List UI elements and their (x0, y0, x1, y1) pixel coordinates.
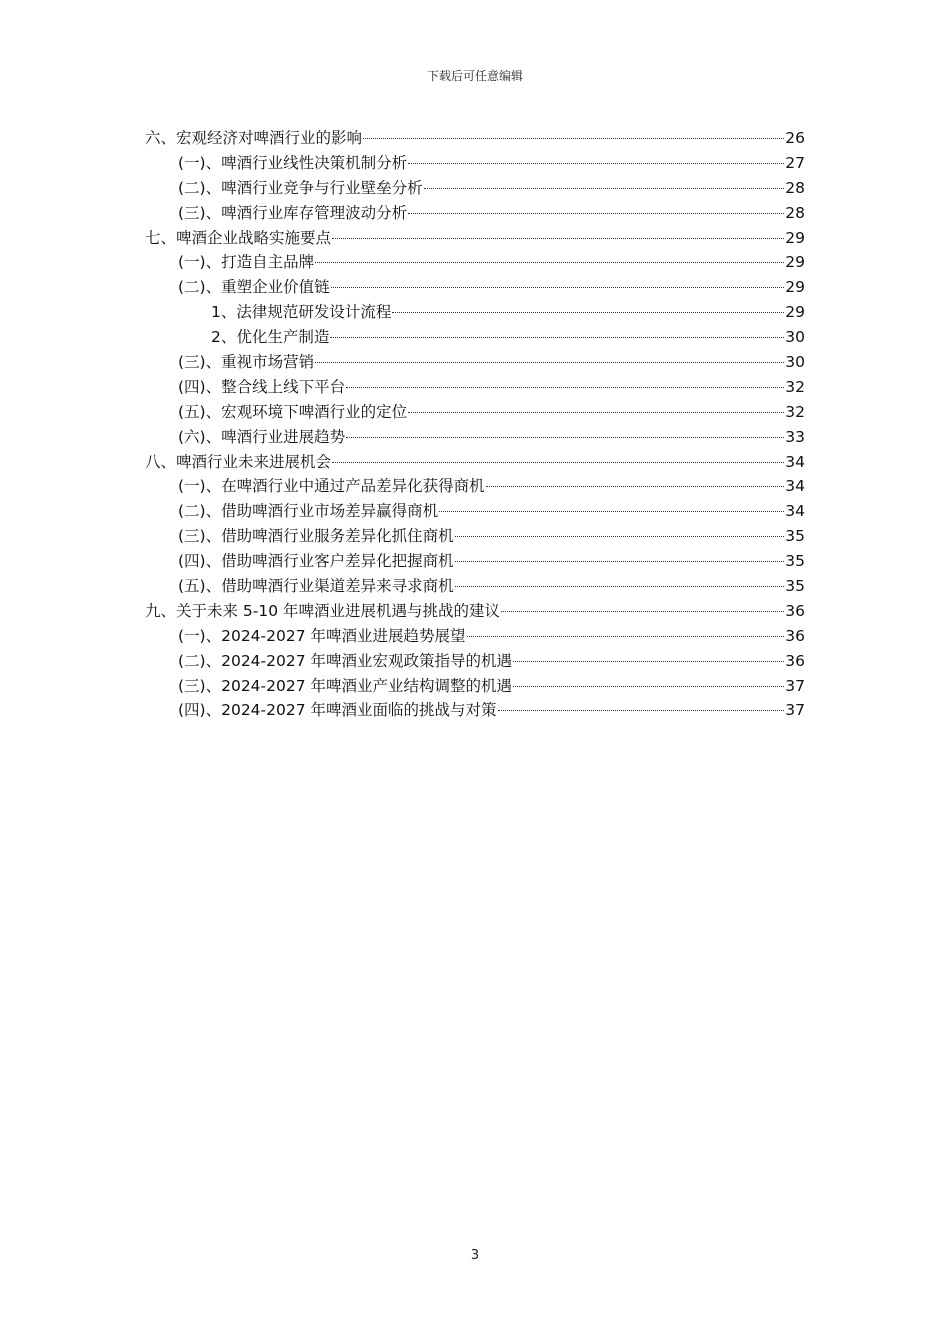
toc-entry[interactable] (145, 649, 805, 674)
toc-entry[interactable] (145, 275, 805, 300)
toc-entry-page: 36 (785, 626, 805, 645)
toc-entry-title: (三)、重视市场营销 (178, 353, 315, 372)
toc-entry-page: 37 (785, 676, 805, 695)
toc-entry-page: 30 (785, 353, 805, 372)
toc-dot-leader (332, 462, 784, 463)
toc-dot-leader (315, 262, 784, 263)
toc-entry-title: (四)、整合线上线下平台 (178, 377, 346, 396)
toc-dot-leader (513, 661, 784, 662)
toc-entry-page: 36 (785, 601, 805, 620)
toc-entry[interactable] (145, 226, 805, 251)
toc-entry[interactable] (145, 176, 805, 201)
toc-entry-page: 35 (785, 552, 805, 571)
toc-dot-leader (346, 387, 784, 388)
toc-entry[interactable] (145, 126, 805, 151)
toc-dot-leader (363, 138, 784, 139)
toc-entry-page: 37 (785, 701, 805, 720)
toc-entry-page: 33 (785, 427, 805, 446)
toc-dot-leader (346, 437, 784, 438)
toc-entry-page: 34 (785, 452, 805, 471)
toc-dot-leader (455, 561, 785, 562)
toc-entry-title: (五)、宏观环境下啤酒行业的定位 (178, 402, 408, 421)
toc-dot-leader (501, 611, 784, 612)
toc-dot-leader (455, 536, 785, 537)
toc-entry-title: (一)、在啤酒行业中通过产品差异化获得商机 (178, 477, 485, 496)
toc-entry-title: (二)、啤酒行业竞争与行业壁垒分析 (178, 178, 423, 197)
toc-entry[interactable] (145, 151, 805, 176)
toc-entry-page: 30 (785, 328, 805, 347)
toc-dot-leader (408, 163, 784, 164)
toc-entry-title: (三)、啤酒行业库存管理波动分析 (178, 203, 408, 222)
toc-entry-title: 七、啤酒企业战略实施要点 (145, 228, 332, 247)
toc-dot-leader (455, 586, 785, 587)
toc-entry-page: 32 (785, 402, 805, 421)
toc-entry[interactable] (145, 674, 805, 699)
page-number: 3 (470, 1248, 480, 1263)
toc-entry-page: 35 (785, 527, 805, 546)
table-of-contents (145, 126, 805, 723)
toc-entry[interactable] (145, 325, 805, 350)
toc-entry[interactable] (145, 201, 805, 226)
toc-dot-leader (467, 636, 785, 637)
toc-entry-title: (二)、2024-2027 年啤酒业宏观政策指导的机遇 (178, 651, 513, 670)
toc-dot-leader (513, 686, 784, 687)
toc-entry-page: 29 (785, 278, 805, 297)
toc-entry[interactable] (145, 698, 805, 723)
toc-entry[interactable] (145, 499, 805, 524)
toc-dot-leader (392, 312, 784, 313)
toc-entry-page: 29 (785, 253, 805, 272)
toc-entry[interactable] (145, 524, 805, 549)
toc-entry-title: 六、宏观经济对啤酒行业的影响 (145, 129, 363, 147)
toc-entry-title: (一)、打造自主品牌 (178, 253, 315, 272)
toc-entry-page: 28 (785, 178, 805, 197)
toc-entry-title: (五)、借助啤酒行业渠道差异来寻求商机 (178, 577, 454, 596)
toc-entry-title: 九、关于未来 5-10 年啤酒业进展机遇与挑战的建议 (145, 601, 501, 620)
toc-entry-title: (三)、2024-2027 年啤酒业产业结构调整的机遇 (178, 676, 513, 695)
toc-entry[interactable] (145, 549, 805, 574)
toc-entry-page: 32 (785, 377, 805, 396)
toc-entry-page: 36 (785, 651, 805, 670)
toc-dot-leader (408, 412, 784, 413)
toc-entry-title: (一)、啤酒行业线性决策机制分析 (178, 153, 408, 172)
toc-entry[interactable] (145, 375, 805, 400)
toc-dot-leader (331, 287, 785, 288)
toc-entry-title: 八、啤酒行业未来进展机会 (145, 452, 332, 471)
toc-entry-page: 35 (785, 577, 805, 596)
toc-entry-title: 2、优化生产制造 (211, 328, 330, 347)
toc-dot-leader (498, 710, 785, 711)
toc-entry[interactable] (145, 250, 805, 275)
toc-entry-page: 26 (785, 129, 805, 147)
toc-entry[interactable] (145, 300, 805, 325)
toc-entry[interactable] (145, 400, 805, 425)
toc-entry-title: (六)、啤酒行业进展趋势 (178, 427, 346, 446)
toc-entry-title: (一)、2024-2027 年啤酒业进展趋势展望 (178, 626, 466, 645)
toc-entry-page: 34 (785, 477, 805, 496)
page-header: 下载后可任意编辑 (426, 69, 523, 83)
toc-dot-leader (330, 337, 784, 338)
toc-entry-page: 27 (785, 153, 805, 172)
toc-entry[interactable] (145, 425, 805, 450)
toc-entry-title: (四)、借助啤酒行业客户差异化把握商机 (178, 552, 454, 571)
toc-dot-leader (332, 238, 784, 239)
toc-entry-title: (二)、重塑企业价值链 (178, 278, 330, 297)
toc-entry-page: 29 (785, 228, 805, 247)
toc-entry[interactable] (145, 474, 805, 499)
toc-dot-leader (424, 188, 785, 189)
toc-entry-title: (三)、借助啤酒行业服务差异化抓住商机 (178, 527, 454, 546)
toc-entry-title: 1、法律规范研发设计流程 (211, 303, 392, 322)
toc-entry-page: 28 (785, 203, 805, 222)
toc-dot-leader (439, 511, 784, 512)
toc-entry[interactable] (145, 350, 805, 375)
toc-entry[interactable] (145, 450, 805, 475)
toc-entry-page: 29 (785, 303, 805, 322)
toc-dot-leader (486, 486, 785, 487)
toc-dot-leader (315, 362, 784, 363)
toc-dot-leader (408, 213, 784, 214)
toc-entry-page: 34 (785, 502, 805, 521)
toc-entry-title: (四)、2024-2027 年啤酒业面临的挑战与对策 (178, 701, 497, 720)
toc-entry[interactable] (145, 599, 805, 624)
toc-entry[interactable] (145, 574, 805, 599)
toc-entry-title: (二)、借助啤酒行业市场差异赢得商机 (178, 502, 439, 521)
toc-entry[interactable] (145, 624, 805, 649)
